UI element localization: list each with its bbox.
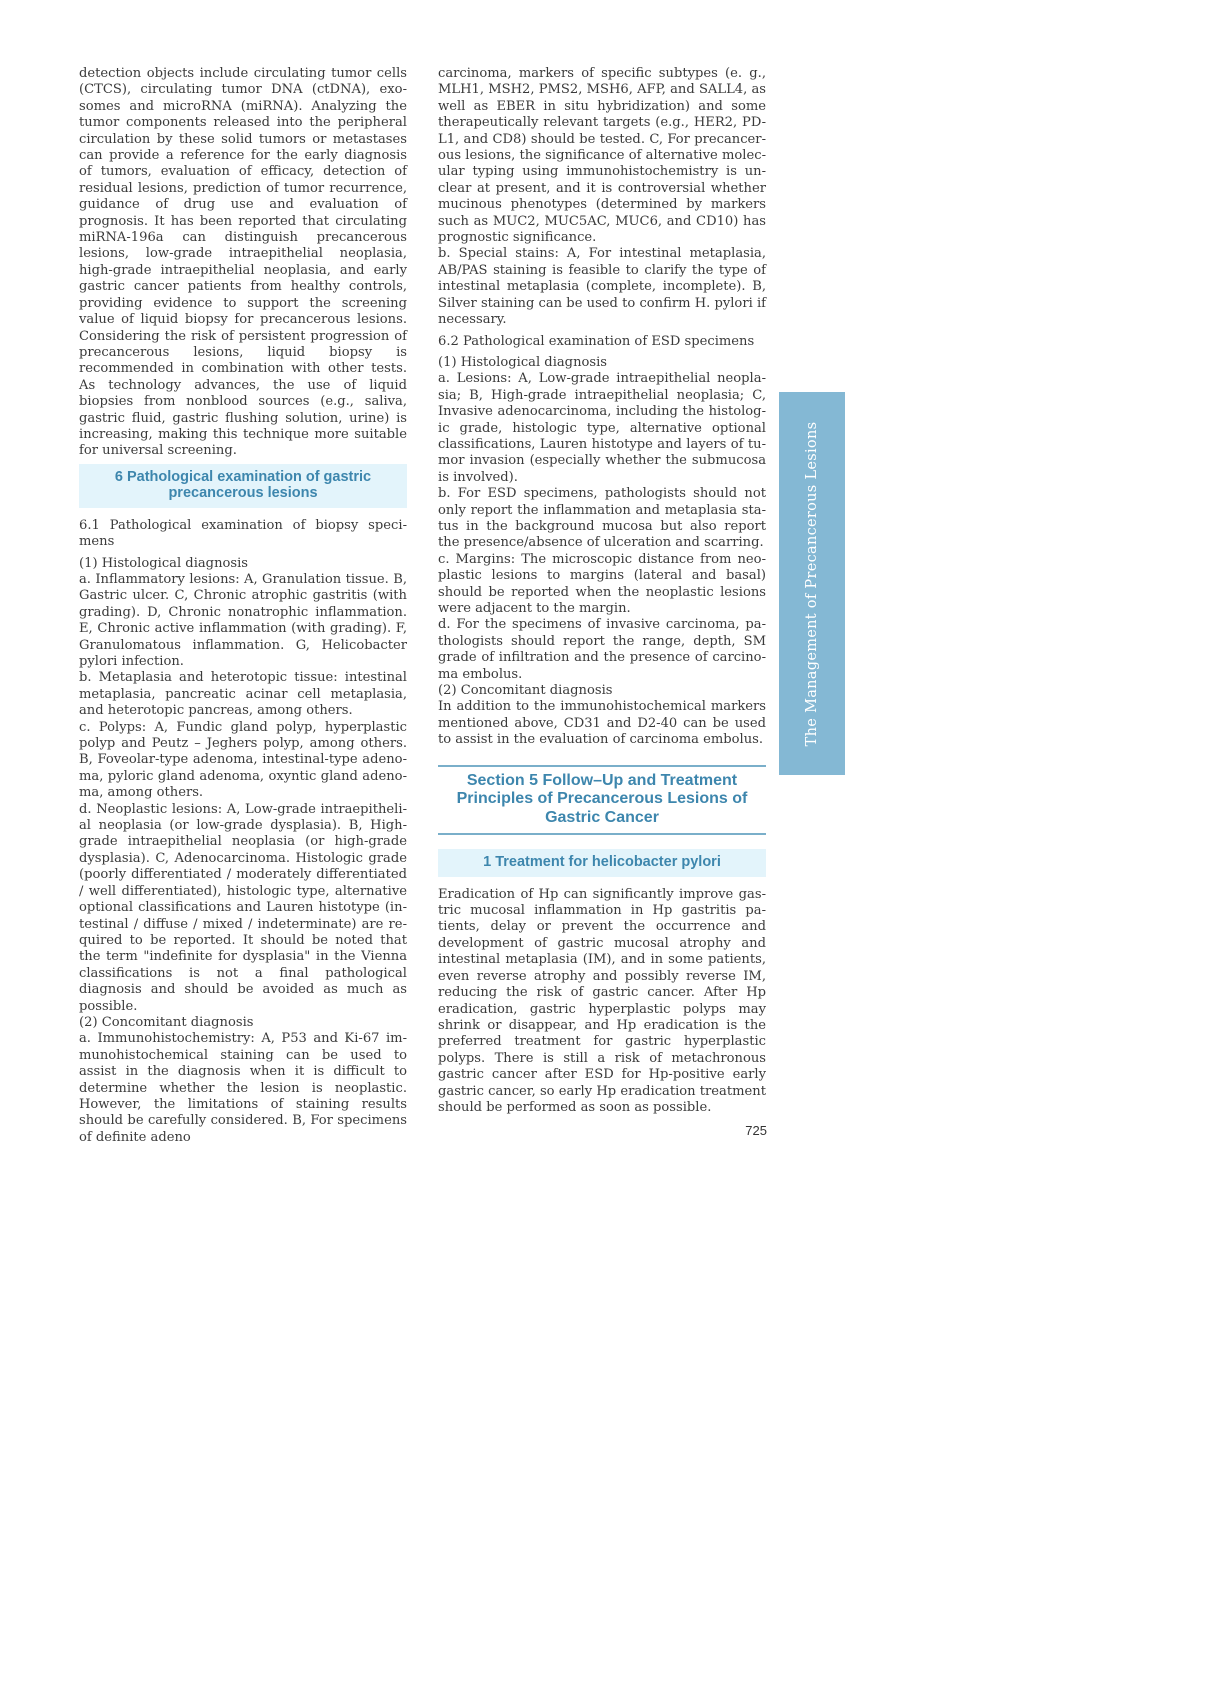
concomitant-diagnosis-label: (2) Concomitant diagnosis xyxy=(79,1014,254,1030)
section-6-heading: 6 Pathological examination of gastric precancerous lesions xyxy=(79,464,407,508)
ihc-continued-paragraph: carcinoma, markers of specific subtypes (e. g., MLH1, MSH2, PMS2, MSH6, AFP, and SALL4, as well as EBER in situ hybridization) and some therapeutically relevant targets (e.g., HER2, PD-L1, and CD8) should be tested. C, For precancerous lesions, the significance of alternative molecular typing using immunohistochemistry is unclear at present, and it is controversial whether mucinous phenotypes (determined by markers such as MUC2, MUC5AC, MUC6, and CD10) has prognostic significance. xyxy=(438,66,766,246)
esd-item-background: b. For ESD specimens, pathologists should not only report the inflammation and metaplasia status in the background mucosa but also report the presence/absence of ulceration and scarring. xyxy=(438,486,766,551)
section-5-heading: Section 5 Follow–Up and Treatment Principles of Precancerous Lesions of Gastric Cancer xyxy=(438,765,766,836)
left-column xyxy=(79,66,407,1146)
concomitant-diagnosis-label: (2) Concomitant diagnosis xyxy=(438,683,613,699)
histological-diagnosis-label: (1) Histological diagnosis xyxy=(438,354,608,370)
histological-diagnosis-label: (1) Histological diagnosis xyxy=(79,555,249,571)
treatment-hp-heading: 1 Treatment for helicobacter pylori xyxy=(438,849,766,877)
item-inflammatory-lesions: a. Inflammatory lesions: A, Granulation tissue. B, Gastric ulcer. C, Chronic atrophic gastritis (with grading). D, Chronic nonatrophic inflammation. E, Chronic active inflammation (with grading). F, Granulomatous inflammation. G, Helicobacter pylori infection. xyxy=(79,571,407,669)
page-number: 725 xyxy=(745,1123,767,1138)
item-special-stains: b. Special stains: A, For intestinal metaplasia, AB/PAS staining is feasible to clarify the type of intestinal metaplasia (complete, incomplete). B, Silver staining can be used to confirm H. pylori if necessary. xyxy=(438,246,766,328)
item-polyps: c. Polyps: A, Fundic gland polyp, hyperplastic polyp and Peutz – Jeghers polyp, among others. B, Foveolar-type adenoma, intestinal-type adenoma, pyloric gland adenoma, oxyntic gland adenoma, among others. xyxy=(79,719,407,801)
esd-item-invasive: d. For the specimens of invasive carcinoma, pathologists should report the range, depth, SM grade of infiltration and the presence of carcinoma embolus. xyxy=(438,617,766,682)
intro-paragraph: detection objects include circulating tumor cells (CTCS), circulating tumor DNA (ctDNA), exosomes and microRNA (miRNA). Analyzing the tumor components released into the peripheral circulation by these solid tumors or metastases can provide a reference for the early diagnosis of tumors, evaluation of efficacy, detection of residual lesions, prediction of tumor recurrence, guidance of drug use and evaluation of prognosis. It has been reported that circulating miRNA-196a can distinguish precancerous lesions, low-grade intraepithelial neoplasia, high-grade intraepithelial neoplasia, and early gastric cancer patients from healthy controls, providing evidence to support the screening value of liquid biopsy for precancerous lesions. Considering the risk of persistent progression of precancerous lesions, liquid biopsy is recommended in combination with other tests. As technology advances, the use of liquid biopsies from nonblood sources (e.g., saliva, gastric fluid, gastric flushing solution, urine) is increasing, making this technique more suitable for universal screening. xyxy=(79,66,407,459)
right-column xyxy=(438,66,766,1116)
subheading-6-1: 6.1 Pathological examination of biopsy specimens xyxy=(79,517,407,550)
item-neoplastic-lesions: d. Neoplastic lesions: A, Low-grade intraepithelial neoplasia (or low-grade dysplasia). B, High-grade intraepithelial neoplasia (or high-grade dysplasia). C, Adenocarcinoma. Histologic grade (poorly differentiated / moderately differentiated / well differentiated), histologic type, alternative optional classifications and Lauren histotype (intestinal / diffuse / mixed / indeterminate) are required to be reported. It should be noted that the term "indefinite for dysplasia" in the Vienna classifications is not a final pathological diagnosis and should be avoided as much as possible. xyxy=(79,801,407,1014)
item-metaplasia: b. Metaplasia and heterotopic tissue: intestinal metaplasia, pancreatic acinar cell metaplasia, and heterotopic pancreas, among others. xyxy=(79,670,407,719)
chapter-side-tab-label: The Management of Precancerous Lesions xyxy=(804,421,820,746)
hp-eradication-paragraph: Eradication of Hp can significantly improve gastric mucosal inflammation in Hp gastritis patients, delay or prevent the occurrence and development of gastric mucosal atrophy and intestinal metaplasia (IM), and in some patients, even reverse atrophy and possibly reverse IM, reducing the risk of gastric cancer. After Hp eradication, gastric hyperplastic polyps may shrink or disappear, and Hp eradication is the preferred treatment for gastric hyperplastic polyps. There is still a risk of metachronous gastric cancer after ESD for Hp-positive early gastric cancer, so early Hp eradication treatment should be performed as soon as possible. xyxy=(438,886,766,1115)
esd-item-margins: c. Margins: The microscopic distance from neoplastic lesions to margins (lateral and basal) should be reported when the neoplastic lesions were adjacent to the margin. xyxy=(438,551,766,616)
subheading-6-2: 6.2 Pathological examination of ESD specimens xyxy=(438,333,755,349)
concomitant-paragraph: In addition to the immunohistochemical markers mentioned above, CD31 and D2-40 can be used to assist in the evaluation of carcinoma embolus. xyxy=(438,699,766,748)
item-immunohistochemistry: a. Immunohistochemistry: A, P53 and Ki-67 immunohistochemical staining can be used to assist in the diagnosis when it is difficult to determine whether the lesion is neoplastic. However, the limitations of staining results should be carefully considered. B, For specimens of definite adeno xyxy=(79,1031,407,1145)
esd-item-lesions: a. Lesions: A, Low-grade intraepithelial neoplasia; B, High-grade intraepithelial neoplasia; C, Invasive adenocarcinoma, including the histologic grade, histologic type, alternative optional classifications, Lauren histotype and layers of tumor invasion (especially whether the submucosa is involved). xyxy=(438,371,766,485)
chapter-side-tab xyxy=(779,392,845,775)
